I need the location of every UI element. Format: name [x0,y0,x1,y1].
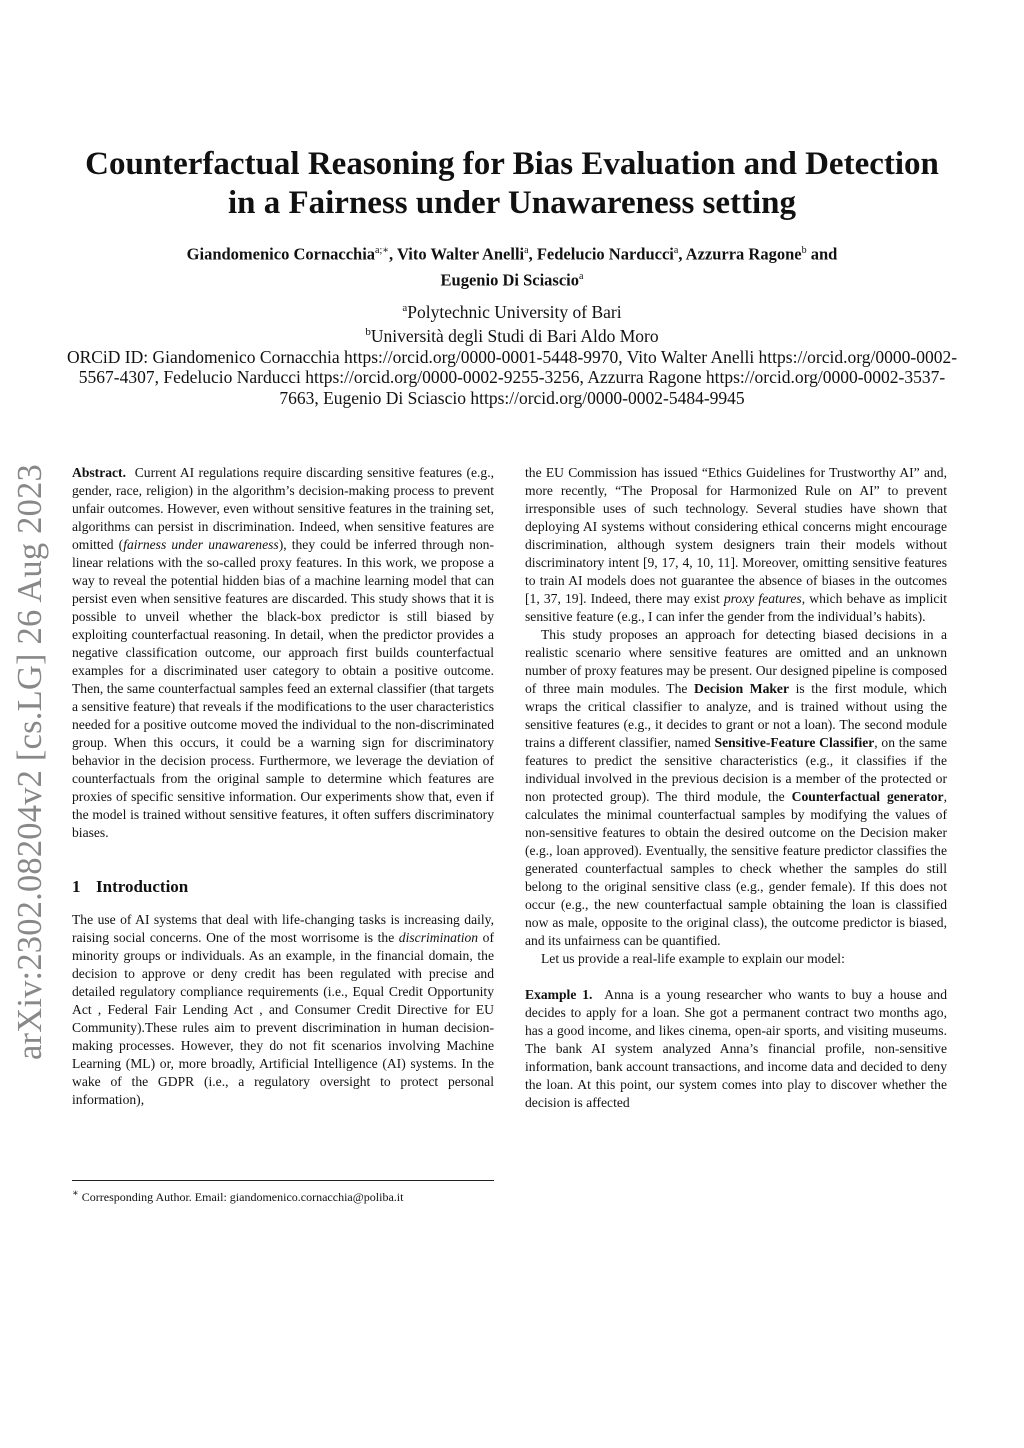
author-separator: and [806,244,838,264]
footnote-text: Corresponding Author. Email: giandomenico.cornacchia@poliba.it [81,1190,404,1204]
affil-mark: a [402,302,408,314]
left-column [72,464,494,1109]
abstract-text: Current AI regulations require discarding sensitive features (e.g., gender, race, religion) in the algorithm’s decision-making process to prevent unfair outcomes. However, even without sensitive features in the training set, algorithms can persist in discrimination. Indeed, when sensitive features are omitted ( [72,465,494,552]
paper-title: Counterfactual Reasoning for Bias Evaluation and Detection in a Fairness under Unawareness setting [85,146,939,221]
intro-text: of minority groups or individuals. As an example, in the financial domain, the decision to approve or deny credit has been regulated with precise and detailed regulatory compliance requirements (i.e., Equal Credit Opportunity Act , Federal Fair Lending Act , and Consumer Credit Directive for EU Community).These rules aim to prevent discrimination in human decision-making processes. However, they do not fit scenarios involving Machine Learning (ML) or, more broadly, Artificial Intelligence (AI) systems. In the wake of the GDPR (i.e., a regulatory oversight to protect personal information), [72,930,494,1107]
affiliations-block [60,298,964,408]
module-name: Counterfactual generator [791,789,944,804]
author-name: Fedelucio Narducci [536,244,674,264]
affiliation-line [60,322,964,346]
author-name: Vito Walter Anelli [397,244,525,264]
author-affil-mark: a [578,270,584,282]
intro-text: the EU Commission has issued “Ethics Guidelines for Trustworthy AI” and, more recently, “The Proposal for Harmonized Rule on AI” to prevent irresponsible uses of such technology. Several studies have shown that deploying AI systems without considering ethical concerns might encourage discrimination, although system designers train their models without discriminatory intent [9, 17, 4, 10, 11]. Moreover, omitting sensitive features to train AI models does not guarantee the absence of biases in the outcomes [1, 37, 19]. Indeed, there may exist [525,465,947,606]
section-number: 1 [72,877,81,896]
author-affil-mark: a [673,245,679,256]
intro-paragraph: Let us provide a real-life example to explain our model: [541,951,845,966]
intro-paragraph [72,911,494,1109]
intro-text: is the first module, which wraps the critical classifier to analyze, and is trained without using the sensitive features (e.g., it decides to grant or not a loan). The second module trains a different classifier, named [525,681,947,750]
example-paragraph [525,986,947,1112]
affiliation-line [60,298,964,322]
arxiv-stamp: arXiv:2302.08204v2 [cs.LG] 26 Aug 2023 [11,464,49,1060]
footnote-mark: ∗ [72,1188,79,1199]
author-separator: , [389,244,397,264]
abstract-emphasis: fairness under unawareness [123,537,279,552]
author-affil-mark: b [801,245,807,256]
section-heading [72,878,494,896]
abstract-paragraph [72,464,494,842]
intro-text: , calculates the minimal counterfactual samples by modifying the values of non-sensitive features to obtain the desired outcome on the Decision maker (e.g., loan approved). Eventually, the sensitive feature predictor classifies the generated counterfactual samples to check whether the samples do still belong to the original sensitive class (e.g., gender female). If this does not occur (e.g., the new counterfactual sample obtaining the loan is classified now as male, opposite to the original class), the outcome predictor is biased, and its unfairness can be quantified. [525,789,947,948]
author-name: Eugenio Di Sciascio [440,270,579,289]
author-list [120,240,904,291]
intro-paragraph [525,626,947,950]
example-text: Anna is a young researcher who wants to buy a house and decides to apply for a loan. She got a permanent contract two months ago, has a good income, and likes cinema, open-air sports, and visiting museums. The bank AI system analyzed Anna’s financial profile, non-sensitive information, bank account transactions, and income data and decided to deny the loan. At this point, our system comes into play to discover whether the decision is affected [525,987,948,1110]
module-name: Decision Maker [694,681,789,696]
author-affil-mark: a [524,245,529,256]
author-name: Azzurra Ragone [685,244,802,264]
section-title: Introduction [96,877,189,896]
intro-text: , on the same features to predict the sensitive characteristics (e.g., it classifies if the individual involved in the previous decision is a member of the protected or non protected group). The third module, the [525,735,947,804]
module-name: Sensitive-Feature Classifier [714,735,875,750]
footnote [72,1186,494,1205]
author-separator: , [528,244,537,264]
abstract-text: ), they could be inferred through non-linear relations with the so-called proxy features. In this work, we propose a way to reveal the potential hidden bias of a machine learning model that can persist even when sensitive features are discarded. This study shows that it is possible to unveil whether the black-box predictor is still biased by exploiting counterfactual reasoning. In detail, when the predictor provides a negative classification outcome, our approach first builds counterfactual examples for a discriminated user category to obtain a positive outcome. Then, the same counterfactual samples feed an external classifier (that targets a sensitive feature) that reveals if the modifications to the user characteristics needed for a positive outcome moved the individual to the non-discriminated group. When this occurs, it could be a warning sign for discriminatory behavior in the decision process. Furthermore, we leverage the deviation of counterfactuals from the original sample to determine which features are proxies of specific sensitive information. Our experiments show that, even if the model is trained without sensitive features, it often suffers discriminatory biases. [72,537,494,840]
example-label: Example 1. [525,987,593,1002]
intro-paragraph-cont [525,464,947,626]
intro-emphasis: discrimination [398,930,479,945]
affil-mark: b [365,326,371,339]
intro-text: This study proposes an approach for detecting biased decisions in a realistic scenario where sensitive features are omitted and an unknown number of proxy features may be present. Our designed pipeline is composed of three main modules. The [525,627,947,696]
right-column [525,464,947,1112]
abstract-label: Abstract. [72,465,126,480]
footnote-rule [72,1180,494,1181]
orcid-text: ORCiD ID: Giandomenico Cornacchia https://orcid.org/0000-0001-5448-9970, Vito Walter Anelli https://orcid.org/0000-0002-5567-4307, Fedelucio Narducci https://orcid.org/0000-0002-9255-3256, Azzurra Ragone https://orcid.org/0000-0002-3537-7663, Eugenio Di Sciascio https://orcid.org/0000-0002-5484-9945 [66,346,958,408]
author-affil-mark: a;∗ [375,245,390,256]
intro-emphasis: proxy features [723,591,802,606]
intro-text: The use of AI systems that deal with life-changing tasks is increasing daily, raising social concerns. One of the most worrisome is the [72,912,494,945]
affil-text: Polytechnic University of Bari [407,301,622,322]
author-name: Giandomenico Cornacchia [186,244,376,264]
affil-text: Università degli Studi di Bari Aldo Moro [370,326,659,347]
intro-text: , which behave as implicit sensitive feature (e.g., I can infer the gender from the individual’s habits). [525,591,947,624]
author-separator: , [678,244,686,264]
